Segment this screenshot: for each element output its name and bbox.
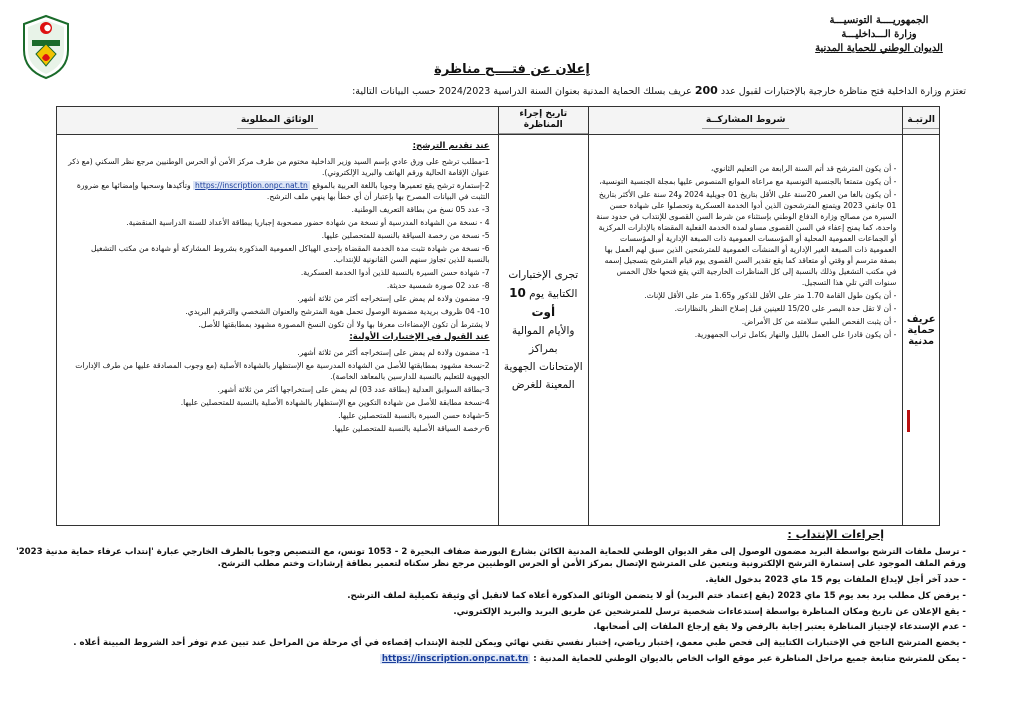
document-item: 2-إستمارة ترشح يقع تعميرها وجوبا باللغة العربية بالموقع https://inscription.onpc.nat.tn وتأكيدها وسحبها وإمضائها مع ضرورة التثبت في البيانات المصرح بها بإعتبار أن أي خطأ بها ينهي ملف الترشح. (76, 181, 490, 201)
condition-item: - أن يكون المترشح قد أتم السنة الرابعة من التعليم الثانوي، (710, 164, 897, 173)
table-row (57, 135, 940, 526)
header-office: الديوان الوطني للحماية المدنية (815, 43, 943, 54)
document-item: 5- نسخة من رخصة السياقة بالنسبة للمتحصلين عليها. (321, 231, 490, 240)
rank-marker (907, 410, 910, 432)
docs-accept-title: عند القبول في الإختبارات الأولية: (349, 332, 490, 342)
procedure-item: - يقع الإعلان عن تاريخ ومكان المناظرة بواسطة إستدعاءات شخصية ترسل للمترشحين عن طريق البريد والبريد الإلكتروني. (453, 606, 966, 617)
procedure-item: - يخضع المترشح الناجح في الإختبارات الكتابية إلى فحص طبي معمق، إختبار رياضي، إختبار نفسي تقني نهائي ويمكن للجنة الإنتداب إقصاءه في أي مرحلة من المراحل عند تبين عدم توفر أحد الشروط المبينة أعلاه . (73, 638, 966, 649)
condition-item: - أن يكون قادرا على العمل بالليل والنهار بكامل تراب الجمهورية. (694, 330, 897, 339)
document-item: 5-شهادة حسن السيرة بالنسبة للمتحصلين عليها. (338, 411, 490, 420)
condition-item: - أن يثبت الفحص الطبي سلامته من كل الأمراض. (741, 317, 897, 326)
rank-cell (903, 135, 940, 526)
condition-item: - أن لا تقل حدة البصر على 15/20 للعينين قبل إصلاح النظر بالنظارات. (674, 304, 897, 313)
header-conditions: شروط المشاركــة (588, 107, 902, 135)
procedures-list (6, 546, 966, 669)
document-item: 4 - نسخة من الشهادة المدرسية أو نسخة من شهادة حضور مصحوبة إجباريا ببطاقة الأعداد للسنة الدراسية المنقضية. (126, 218, 490, 227)
document-item: 9- مضمون ولادة لم يمض على إستخراجه أكثر من ثلاثة أشهر. (297, 294, 490, 303)
procedure-item: - يمكن للمترشح متابعة جميع مراحل المناظرة عبر موقع الواب الخاص بالديوان الوطني للحماية المدنية : https://inscription.onpc.nat.tn (381, 653, 966, 664)
procedures-link[interactable]: https://inscription.onpc.nat.tn (381, 653, 529, 664)
procedure-item: - عدم الإستدعاء لإجتياز المناظرة يعتبر إجابة بالرفض ولا يقع إرجاع الملفات إلى أصحابها. (593, 622, 966, 633)
document-item: 6-رخصة السياقة الأصلية بالنسبة للمتحصلين عليها. (332, 424, 490, 433)
intro-before: تعتزم وزارة الداخلية فتح مناظرة خارجية بالإختبارات لقبول عدد (720, 86, 966, 97)
header-documents: الوثائق المطلوبة (57, 107, 499, 135)
document-item: 1- مضمون ولادة لم يمض على إستخراجه أكثر من ثلاثة أشهر. (297, 348, 490, 357)
document-note: لا يشترط أن تكون الإمضاءات معرفا بها ولا أن تكون النسخ المصورة مشهود بمطابقتها للأصل. (198, 320, 490, 329)
page-title: إعلان عن فتــــح مناظرة (434, 62, 590, 77)
document-item: 1-مطلب ترشح على ورق عادي بإسم السيد وزير الداخلية مختوم من طرف مركز الأمن أو الحرس الوطنيين مرجع نظر السكني (مع ذكر عنوان الإقامة الحالية ورقم الهاتف والبريد الإلكتروني). (68, 157, 490, 177)
exam-date: 10 أوت (509, 286, 556, 319)
header-ministry: وزارة الـــداخليـــة (841, 29, 917, 40)
document-item: 4-نسخة مطابقة للأصل من شهادة التكوين مع الإستظهار بالشهادة الأصلية بالنسبة للمتحصلين عليها. (180, 398, 490, 407)
intro-count: 200 (694, 84, 718, 97)
table-header-row (57, 107, 940, 135)
procedures-title: إجراءات الإنتداب : (787, 528, 884, 541)
conditions-cell (588, 135, 902, 526)
document-item: 3- عدد 05 نسخ من بطاقة التعريف الوطنية. (351, 205, 490, 214)
ministry-header (794, 14, 964, 56)
document-item: 2-نسخة مشهود بمطابقتها للأصل من الشهادة المدرسية مع الإستظهار بالشهادة الأصلية (مع وجوب المصادقة عليها من طرف الإدارات الجهوية للتعليم بالنسبة للدارسين بالمعاهد الخاصة). (75, 361, 490, 381)
intro-after: عريف بسلك الحماية المدنية بعنوان السنة الدراسية 2024/2023 حسب البيانات التالية: (352, 86, 692, 97)
condition-item: - أن يكون طول القامة 1.70 متر على الأقل للذكور و1.65 متر على الأقل للإناث. (644, 291, 897, 300)
header-republic: الجمهوريــــة التونسيـــة (829, 15, 929, 26)
document-item: 3-بطاقة السوابق العدلية (بطاقة عدد 03) لم يمض على إستخراجها أكثر من ثلاثة أشهر. (217, 385, 490, 394)
condition-item: - أن يكون بالغا من العمر 20سنة على الأقل بتاريخ 01 جويلية 2024 و24 سنة على الأكثر بتاريخ 01 جانفي 2023 ويتمتع المترشحون الذين أدوا الخدمة العسكرية وتحصلوا على شهادة حسن السيرة من مصالح وزارة الدفاع الوطني بإستثناء من شرط السن القصوى للإنتداب في حدود سنة واحدة، كما يمنح إعفاء في السن القصوى مساو لمدة الخدمة الفعلية المقضاة بالإدارات المركزية أو الجماعات العمومية المحلية أو المؤسسات العمومية ذات الصبغة الإدارية أو المؤسسات العمومية ذات الصبغة الغير الإدارية أو المنشآت العمومية للمترشحين الذين سبق لهم العمل بها بصفة مترسم أو وقتي أو متعاقد كما يقع تقدير السن القصوى يوم قيام المترشح بتسجيل إسمه في مكتب التشغيل وذلك بالنسبة إلى كل المناظرات الخارجية التي يقع فتحها خلال الخمس سنوات التي تلي هذا التسجيل. (596, 190, 897, 287)
header-date: تاريخ إجراء المناظرة (498, 107, 588, 135)
date-cell: تجرى الإختبارات الكتابية يوم 10 أوت والأيام الموالية بمراكز الإمتحانات الجهوية المعينة للغرض (498, 135, 588, 526)
document-item: 10- 04 ظروف بريدية مضمونة الوصول تحمل هوية المترشح والعنوان الشخصي والترقيم البريدي. (185, 307, 490, 316)
procedure-item: - حدد آخر أجل لإيداع الملفات يوم 15 ماي 2023 بدخول الغاية. (705, 575, 966, 585)
intro-text (36, 84, 966, 97)
header-rank: الرتبـة (903, 107, 940, 135)
docs-submit-title: عند تقديم الترشح: (412, 141, 490, 151)
competition-table (56, 106, 940, 526)
document-item: 7- شهادة حسن السيرة بالنسبة للذين أدوا الخدمة العسكرية. (300, 268, 490, 277)
procedure-item: - يرفض كل مطلب يرد بعد يوم 15 ماي 2023 (يقع إعتماد ختم البريد) أو لا يتضمن الوثائق المذكورة أعلاه كما لاتقبل أي وثيقة تكميلية لملف الترشح. (347, 590, 966, 601)
procedure-item: - ترسل ملفات الترشح بواسطة البريد مضمون الوصول إلى مقر الديوان الوطني للحماية المدنية الكائن بشارع البورصة ضفاف البحيرة 2 - 1053 تونس، مع التنصيص وجوبا بالظرف الخارجي عبارة 'إنتداب عرفاء حماية مدنية 2023' ورقم الملف الموجود على إستمارة الترشح الإلكترونية ويتعين على المترشح الإتصال بمركز الأمن أو الحرس الوطنيين مرجع نظر سكناه لتعمير بطاقة إرشادات وختم مطلب الترشح. (16, 547, 966, 570)
registration-link[interactable]: https://inscription.onpc.nat.tn (195, 181, 308, 190)
document-item: 6- نسخة من شهادة تثبت مدة الخدمة المقضاة بإحدى الهياكل العمومية المذكورة بشروط المشاركة أو شهادة من مكتب التشغيل بالنسبة للذين تجاوز سنهم السن القانونية للإنتداب. (90, 244, 490, 264)
document-item: 8- عدد 02 صورة شمسية حديثة. (386, 281, 490, 290)
rank-value: عريف حماية مدنية (906, 313, 936, 347)
documents-cell (57, 135, 499, 526)
condition-item: - أن يكون متمتعا بالجنسية التونسية مع مراعاة الموانع المنصوص عليها بمجلة الجنسية التونسية، (599, 177, 897, 186)
